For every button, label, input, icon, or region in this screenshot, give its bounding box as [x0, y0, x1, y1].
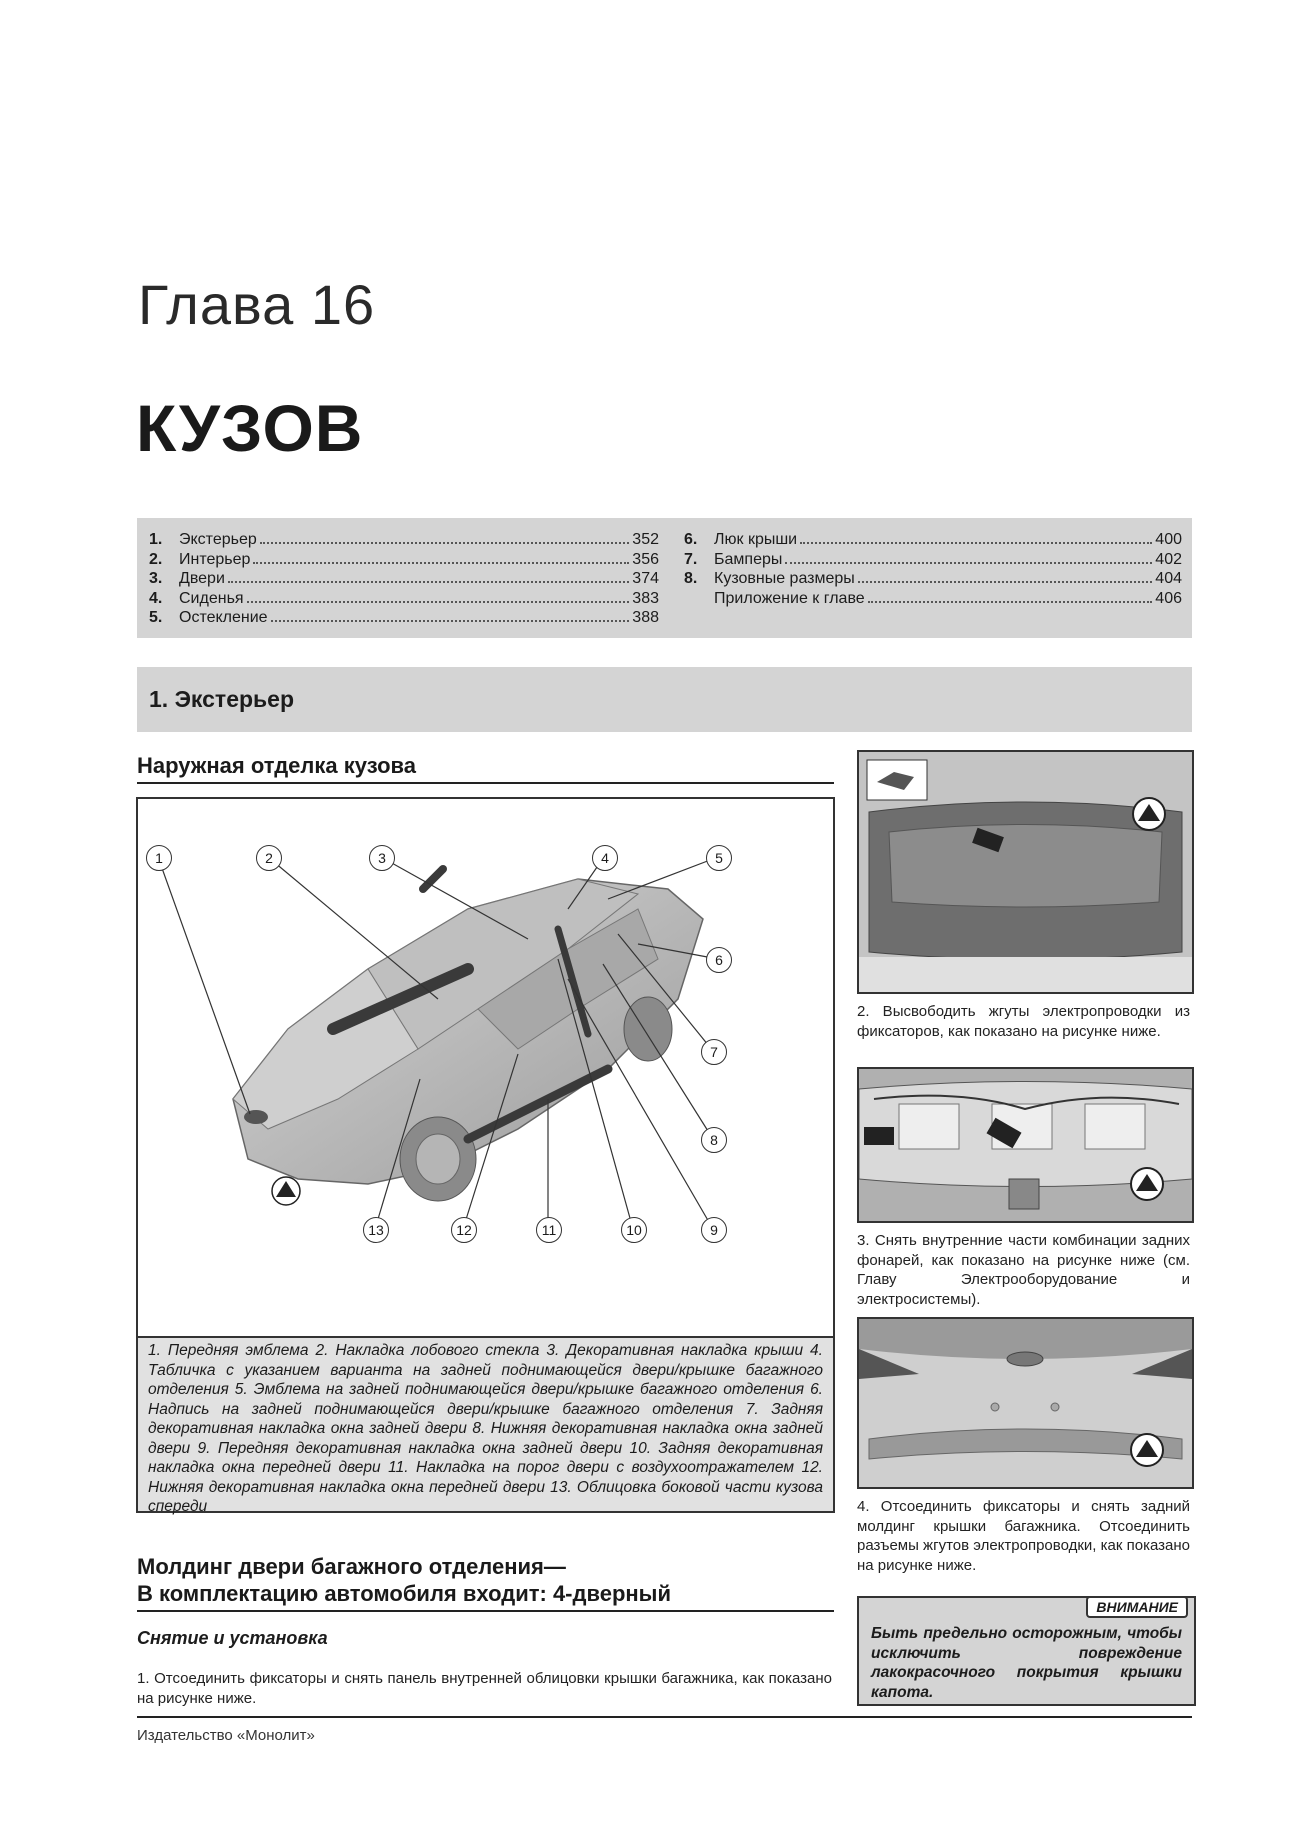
molding-heading-line1: Молдинг двери багажного отделения—	[137, 1554, 566, 1579]
callout-10: 10	[621, 1217, 647, 1243]
step-4-text: 4. Отсоединить фиксаторы и снять задний молдинг крышки багажника. Отсоединить разъемы жгутов электропроводки, как показано на рисунке ниже.	[857, 1498, 1190, 1574]
table-of-contents	[137, 518, 1192, 638]
callout-4: 4	[592, 845, 618, 871]
footer-rule	[137, 1716, 1192, 1718]
chapter-title: КУЗОВ	[136, 391, 364, 465]
toc-column-right	[684, 530, 1182, 608]
monolit-logo-icon	[272, 1177, 300, 1205]
toc-column-left	[149, 530, 659, 628]
car-exterior-diagram	[136, 797, 835, 1338]
section-bar	[137, 667, 1192, 732]
toc-item[interactable]: 8. Кузовные размеры 404	[684, 570, 1182, 587]
removal-heading: Снятие и установка	[137, 1628, 328, 1648]
monolit-logo-icon	[1129, 1432, 1165, 1468]
toc-item[interactable]: 1. Экстерьер 352	[149, 531, 659, 548]
callout-3: 3	[369, 845, 395, 871]
wiring-photo	[857, 1067, 1194, 1223]
toc-item[interactable]: 6. Люк крыши 400	[684, 531, 1182, 548]
callout-2: 2	[256, 845, 282, 871]
molding-heading	[137, 1553, 671, 1607]
toc-item[interactable]: 5. Остекление 388	[149, 609, 659, 626]
callout-8: 8	[701, 1127, 727, 1153]
toc-item[interactable]: 2. Интерьер 356	[149, 550, 659, 568]
monolit-logo-icon	[1129, 1166, 1165, 1202]
trunk-lid-photo	[857, 750, 1194, 994]
subsection-rule	[137, 782, 834, 784]
section-title: 1. Экстерьер	[149, 686, 295, 712]
step-2-text: 2. Высвободить жгуты электропроводки из фиксаторов, как показано на рисунке ниже.	[857, 1003, 1190, 1040]
car-illustration	[138, 799, 833, 1336]
monolit-logo-icon	[1131, 796, 1167, 832]
molding-rule	[137, 1610, 834, 1612]
warning-label: ВНИМАНИЕ	[1086, 1596, 1188, 1618]
step-1-text: 1. Отсоединить фиксаторы и снять панель внутренней облицовки крышки багажника, как показано на рисунке ниже.	[137, 1670, 832, 1707]
step-3-text: 3. Снять внутренние части комбинации задних фонарей, как показано на рисунке ниже (см. Главу Электрооборудование и электросистемы).	[857, 1232, 1190, 1308]
callout-5: 5	[706, 845, 732, 871]
molding-heading-line2: В комплектацию автомобиля входит: 4-дверный	[137, 1581, 671, 1606]
callout-6: 6	[706, 947, 732, 973]
callout-13: 13	[363, 1217, 389, 1243]
warning-text: Быть предельно осторожным, чтобы исключить повреждение лакокрасочного покрытия крышки капота.	[871, 1625, 1182, 1701]
callout-9: 9	[701, 1217, 727, 1243]
toc-item[interactable]: Приложение к главе 406	[714, 589, 1182, 607]
warning-box	[857, 1596, 1196, 1706]
chapter-label: Глава 16	[138, 273, 376, 336]
callout-1: 1	[146, 845, 172, 871]
toc-item[interactable]: 3. Двери 374	[149, 570, 659, 587]
subsection-title: Наружная отделка кузова	[137, 753, 417, 778]
diagram-caption: 1. Передняя эмблема 2. Накладка лобового стекла 3. Декоративная накладка крыши 4. Табличка с указанием варианта на задней поднимающейся двери/крышке багажного отделения 5. Эмблема на задней поднимающейся двери/крышке багажного отделения 6. Надпись на задней поднимающейся двери/крышке багажного отделения 7. Задняя декоративная накладка окна задней двери 8. Нижняя декоративная накладка окна задней двери 9. Передняя декоративная накладка окна задней двери 10. Задняя декоративная накладка окна передней двери 11. Накладка на порог двери с воздухоотражателем 12. Нижняя декоративная накладка окна передней двери 13. Облицовка боковой части кузова спереди	[136, 1338, 835, 1513]
callout-7: 7	[701, 1039, 727, 1065]
toc-item[interactable]: 4. Сиденья 383	[149, 589, 659, 607]
footer-publisher: Издательство «Монолит»	[137, 1727, 315, 1744]
rear-molding-photo	[857, 1317, 1194, 1489]
callout-12: 12	[451, 1217, 477, 1243]
callout-11: 11	[536, 1217, 562, 1243]
toc-item[interactable]: 7. Бамперы 402	[684, 550, 1182, 568]
